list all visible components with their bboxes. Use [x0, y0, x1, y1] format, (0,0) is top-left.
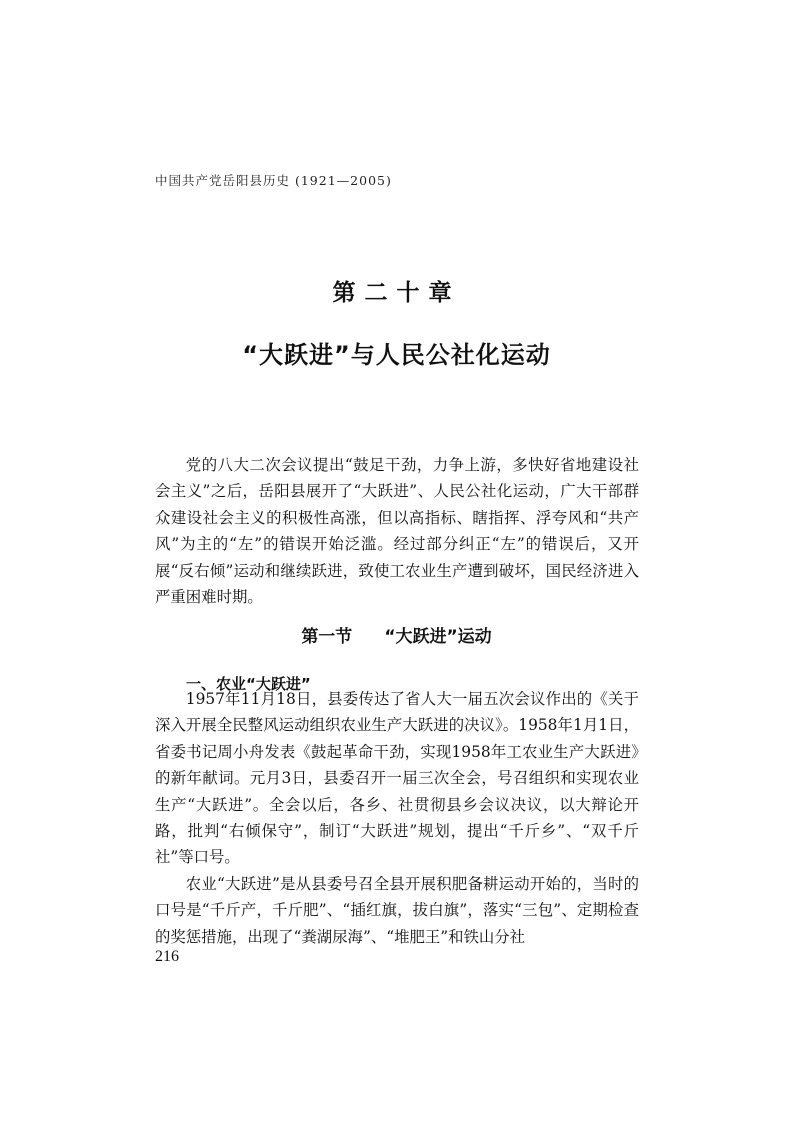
main-text: [155, 686, 639, 950]
paragraph-1: 1957年11月18日，县委传达了省人大一届五次会议作出的《关于深入开展全民整风运动组织农业生产大跃进的决议》。1958年1月1日，省委书记周小舟发表《鼓起革命干劲，实现1958年工农业生产大跃进》的新年献词。元月3日，县委召开一届三次全会，号召组织和实现农业生产“大跃进”。全会以后，各乡、社贯彻县乡会议决议，以大辩论开路，批判“右倾保守”，制订“大跃进”规划，提出“千斤乡”、“双千斤社”等口号。: [155, 690, 639, 867]
section-title: “大跃进”运动: [384, 627, 492, 647]
section-number: 第一节: [301, 627, 353, 647]
intro-block: [155, 452, 639, 610]
running-header: 中国共产党岳阳县历史 (1921—2005): [155, 173, 392, 188]
chapter-number: 第二十章: [332, 280, 461, 306]
chapter-title: “大跃进”与人民公社化运动: [242, 341, 551, 369]
subsection-heading: 一、农业“大跃进”: [186, 675, 311, 693]
intro-paragraph: 党的八大二次会议提出“鼓足干劲，力争上游，多快好省地建设社会主义”之后，岳阳县展开了“大跃进”、人民公社化运动，广大干部群众建设社会主义的积极性高涨，但以高指标、瞎指挥、浮夸风和“共产风”为主的“左”的错误开始泛滥。经过部分纠正“左”的错误后，又开展“反右倾”运动和继续跃进，致使工农业生产遭到破坏，国民经济进入严重困难时期。: [155, 456, 639, 607]
section-heading: [0, 622, 793, 647]
paragraph-2: 农业“大跃进”是从县委号召全县开展积肥备耕运动开始的，当时的口号是“千斤产，千斤肥”、“插红旗，拔白旗”，落实“三包”、定期检查的奖惩措施，出现了“粪湖尿海”、“堆肥王”和铁山分社: [155, 874, 639, 946]
page-number: 216: [155, 948, 179, 965]
